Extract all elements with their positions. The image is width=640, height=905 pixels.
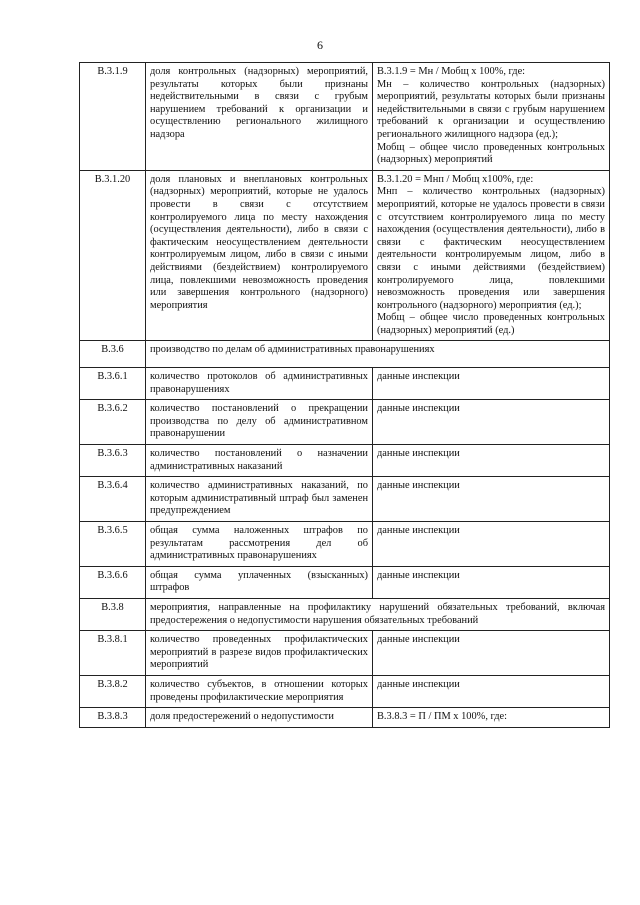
table-row	[80, 675, 610, 707]
formula-line: данные инспекции	[377, 403, 460, 415]
section-heading: мероприятия, направленные на профилактику нарушений обязательных требований, включая предостережения о недопустимости нарушения обязательных требований	[146, 598, 610, 630]
table-row	[80, 598, 610, 630]
section-heading: производство по делам об административных правонарушениях	[146, 341, 610, 368]
formula-line: В.3.1.20 = Мнп / Мобщ х100%, где:	[377, 173, 534, 185]
formula-line: данные инспекции	[377, 678, 460, 690]
table-row	[80, 170, 610, 341]
row-description: доля контрольных (надзорных) мероприятий, результаты которых были признаны недействительными в связи с грубым нарушением требований к организации и осуществлению регионального жилищного надзора	[146, 63, 373, 171]
row-formula	[373, 522, 610, 567]
row-code: В.3.6.3	[80, 445, 146, 477]
row-code: В.3.6.4	[80, 477, 146, 522]
row-code: В.3.8.2	[80, 675, 146, 707]
table-row	[80, 368, 610, 400]
formula-line: данные инспекции	[377, 480, 460, 492]
row-formula	[373, 400, 610, 445]
row-description: количество проведенных профилактических мероприятий в разрезе видов профилактических мероприятий	[146, 631, 373, 676]
row-code: В.3.8.3	[80, 708, 146, 728]
table-row	[80, 566, 610, 598]
row-code: В.3.6.2	[80, 400, 146, 445]
formula-line: данные инспекции	[377, 569, 460, 581]
formula-line: Мнп – количество контрольных (надзорных) мероприятий, которые не удалось провести в связи с отсутствием контролируемого лица по месту нахождения (осуществления деятельности), либо в связи с фактическим неосуществлением деятельности контролируемым лицом, либо в связи с иными действиями (бездействием) контролируемого лица, повлекшими невозможность проведения или завершения контрольного (надзорного) мероприятия (ед.);	[377, 186, 605, 311]
row-formula	[373, 170, 610, 341]
formula-line: данные инспекции	[377, 371, 460, 383]
row-description: количество постановлений о назначении административных наказаний	[146, 445, 373, 477]
table-row	[80, 341, 610, 368]
row-code: В.3.6	[80, 341, 146, 368]
row-description: доля плановых и внеплановых контрольных (надзорных) мероприятий, которые не удалось провести в связи с отсутствием контролируемого лица по месту нахождения (осуществления деятельности), либо в связи с фактическим неосуществлением деятельности контролируемым лицом, либо в связи с иными действиями (бездействием) контролируемого лица, повлекшими невозможность проведения или завершения контрольного (надзорного) мероприятия	[146, 170, 373, 341]
row-description: доля предостережений о недопустимости	[146, 708, 373, 728]
formula-line: Мн – количество контрольных (надзорных) мероприятий, результаты которых были признаны недействительными в связи с грубым нарушением требований к организации и осуществлению регионального жилищного надзора (ед.);	[377, 78, 605, 140]
table-row	[80, 708, 610, 728]
table-row	[80, 400, 610, 445]
formula-line: В.3.1.9 = Мн / Мобщ х 100%, где:	[377, 66, 526, 77]
row-description: количество протоколов об административных правонарушениях	[146, 368, 373, 400]
formula-line: данные инспекции	[377, 448, 460, 460]
formula-line: В.3.8.3 = П / ПМ х 100%, где:	[377, 711, 508, 723]
row-code: В.3.6.6	[80, 566, 146, 598]
row-formula	[373, 708, 610, 728]
formula-line: данные инспекции	[377, 525, 460, 536]
row-formula	[373, 566, 610, 598]
row-description: количество административных наказаний, по которым административный штраф был заменен предупреждением	[146, 477, 373, 522]
row-description: количество субъектов, в отношении которых проведены профилактические мероприятия	[146, 675, 373, 707]
formula-line: Мобщ – общее число проведенных контрольных (надзорных) мероприятий	[377, 141, 605, 166]
row-description: общая сумма уплаченных (взысканных) штрафов	[146, 566, 373, 598]
row-description: общая сумма наложенных штрафов по результатам рассмотрения дел об административных правонарушениях	[146, 522, 373, 567]
row-formula	[373, 675, 610, 707]
row-code: В.3.6.1	[80, 368, 146, 400]
indicators-table	[79, 62, 610, 728]
row-formula	[373, 63, 610, 171]
row-formula	[373, 445, 610, 477]
row-formula	[373, 477, 610, 522]
row-code: В.3.1.20	[80, 170, 146, 341]
row-code: В.3.8	[80, 598, 146, 630]
table-row	[80, 477, 610, 522]
row-code: В.3.6.5	[80, 522, 146, 567]
row-formula	[373, 368, 610, 400]
table-row	[80, 445, 610, 477]
table-row	[80, 522, 610, 567]
page-number: 6	[317, 38, 323, 52]
row-code: В.3.1.9	[80, 63, 146, 171]
table-row	[80, 631, 610, 676]
table-row	[80, 63, 610, 171]
row-description: количество постановлений о прекращении производства по делу об административном правонарушении	[146, 400, 373, 445]
formula-line: данные инспекции	[377, 634, 460, 646]
row-formula	[373, 631, 610, 676]
row-code: В.3.8.1	[80, 631, 146, 676]
formula-line: Мобщ – общее число проведенных контрольных (надзорных) мероприятий (ед.)	[377, 312, 605, 336]
